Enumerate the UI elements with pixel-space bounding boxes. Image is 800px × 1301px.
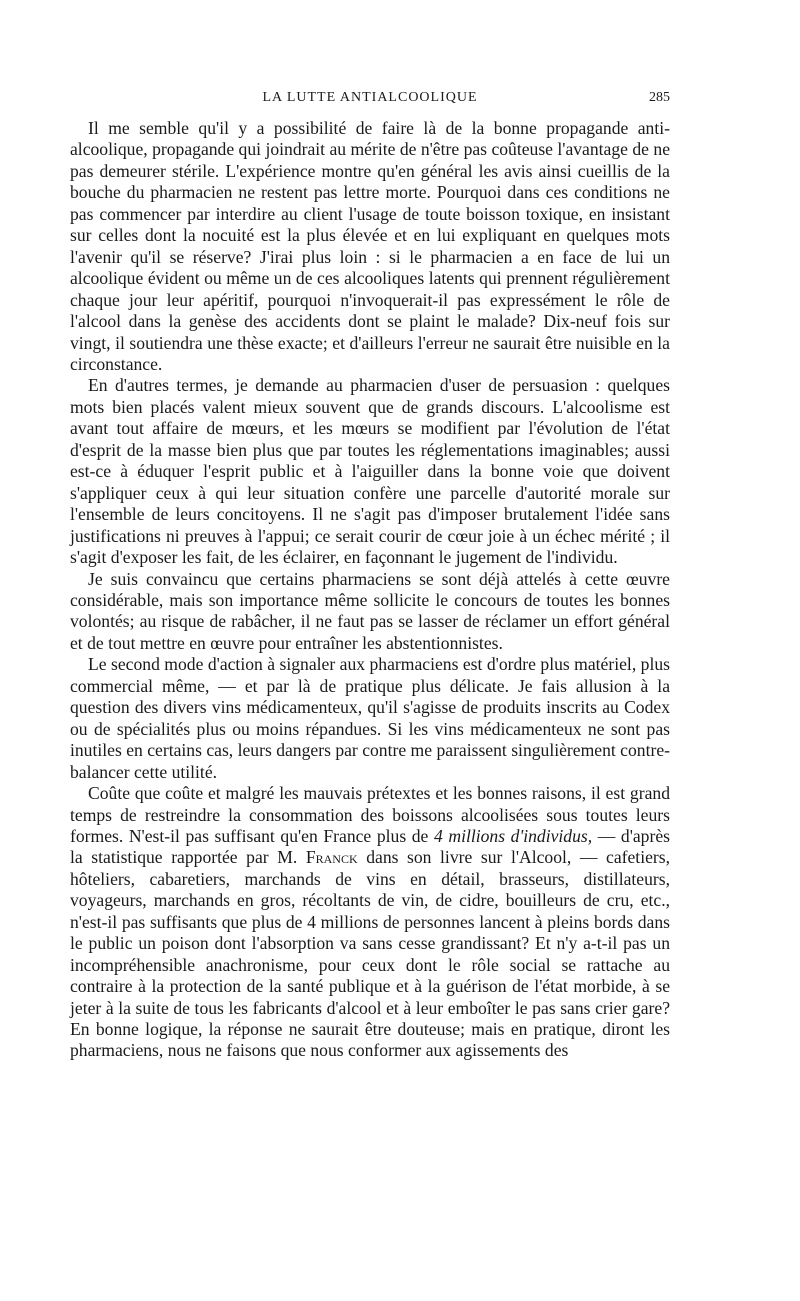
italic-figure: 4 millions d'individus, [433,825,593,846]
body-text [70,118,670,1062]
page-number: 285 [649,90,670,105]
running-title: LA LUTTE ANTIALCOOLIQUE [262,90,478,105]
running-header [70,90,670,112]
paragraph [70,783,670,1062]
paragraph-text: Coûte que coûte et malgré les mauvais prétextes et les bonnes raisons, il est grand temps de restreindre la consommation des boissons alcoolisées sous toutes leurs formes. N'est-il pas suffisant qu'en France plus de [70,783,670,846]
author-name: Franck [305,847,358,868]
paragraph: Le second mode d'action à signaler aux pharmaciens est d'ordre plus matériel, plus commercial même, — et par là de pratique plus délicate. Je fais allusion à la question des divers vins médicamenteux, qu'il s'agisse de produits inscrits au Codex ou de spécialités plus ou moins répandues. Si les vins médicamenteux ne sont pas inutiles en certains cas, leurs dangers par contre me paraissent singulièrement contre-balancer cette utilité. [70,654,670,782]
paragraph: Il me semble qu'il y a possibilité de faire là de la bonne propagande anti-alcoolique, propagande qui joindrait au mérite de n'être pas coûteuse l'avantage de ne pas demeurer stérile. L'expérience montre qu'en général les avis ainsi cueillis de la bouche du pharmacien ne restent pas lettre morte. Pourquoi dans ces conditions ne pas commencer par interdire au client l'usage de toute boisson toxique, en insistant sur celles dont la nocuité est la plus élevée et en lui expliquant en quelques mots l'avenir qu'il se réserve? J'irai plus loin : si le pharmacien a en face de lui un alcoolique évident ou même un de ces alcooliques latents qui prennent régulièrement chaque jour leur apéritif, pourquoi n'invoquerait-il pas expressément le rôle de l'alcool dans la genèse des accidents dont se plaint le malade? Dix-neuf fois sur vingt, il soutiendra une thèse exacte; et d'ailleurs l'erreur ne saurait être nuisible en la circonstance. [70,118,670,374]
paragraph-text: dans son livre sur l'Alcool, — cafetiers, hôteliers, cabaretiers, marchands de vins en détail, brasseurs, distillateurs, voyageurs, marchands en gros, récoltants de vin, de cidre, bouilleurs de cru, etc., n'est-il pas suffisants que plus de 4 millions de personnes lancent à pleins bords dans le public un poison dont l'absorption va sans cesse grandissant? Et n'y a-t-il pas un incompréhensible anachronisme, pour ceux dont le rôle social se rattache au contraire à la protection de la santé publique et à la guérison de l'état morbide, à se jeter à la suite de tous les fabricants d'alcool et à leur emboîter le pas sans crier gare? En bonne logique, la réponse ne saurait être douteuse; mais en pratique, diront les pharmaciens, nous ne faisons que nous conformer aux agissements des [70,847,670,1061]
paragraph: En d'autres termes, je demande au pharmacien d'user de persuasion : quelques mots bien placés valent mieux souvent que de grands discours. L'alcoolisme est avant tout affaire de mœurs, et les mœurs se modifient par l'évolution de l'état d'esprit de la masse bien plus que par toutes les réglementations imaginables; aussi est-ce à éduquer l'esprit public et à l'aiguiller dans la bonne voie que doivent s'appliquer ceux à qui leur situation confère une parcelle d'autorité morale sur l'ensemble de leurs concitoyens. Il ne s'agit pas d'imposer brutalement l'idée sans justifications ni preuves à l'appui; ce serait courir de cœur joie à un échec mérité ; il s'agit d'exposer les fait, de les éclairer, en façonnant le jugement de l'individu. [70,375,670,568]
paragraph: Je suis convaincu que certains pharmaciens se sont déjà attelés à cette œuvre considérable, mais son importance même sollicite le concours de toutes les bonnes volontés; au risque de rabâcher, il ne faut pas se lasser de réclamer un effort général et de tout mettre en œuvre pour entraîner les abstentionnistes. [70,568,670,653]
paragraph-text: — d'après la statistique rapportée par M. [70,825,670,868]
